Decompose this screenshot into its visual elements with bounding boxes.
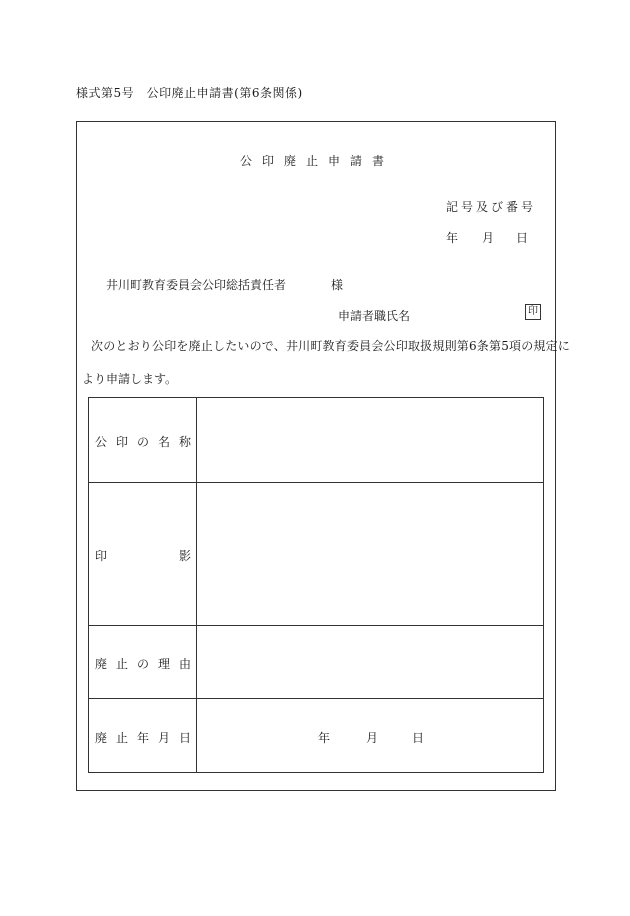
seal-name-label: 公印の名称 — [95, 435, 201, 449]
addressee-honorific: 様 — [331, 278, 344, 292]
seal-name-field[interactable] — [197, 398, 543, 481]
page-title: 公印廃止申請書 — [240, 154, 395, 168]
addressee: 井川町教育委員会公印総括責任者 — [106, 278, 287, 292]
date-year-label: 年 — [446, 231, 459, 245]
applicant-name-label: 申請者職氏名 — [338, 309, 411, 323]
seal-impression-label-right: 影 — [179, 549, 192, 563]
abolish-reason-field[interactable] — [197, 626, 543, 697]
abolish-date-month-label: 月 — [366, 731, 379, 745]
date-month-label: 月 — [482, 231, 495, 245]
abolish-date-day-label: 日 — [412, 731, 425, 745]
request-text-line-1: 次のとおり公印を廃止したいので、井川町教育委員会公印取扱規則第6条第5項の規定に — [91, 339, 571, 353]
date-day-label: 日 — [516, 231, 529, 245]
reference-number-label: 記号及び番号 — [446, 200, 537, 214]
request-text-line-2: より申請します。 — [82, 372, 178, 386]
form-caption: 様式第5号 公印廃止申請書(第6条関係) — [76, 86, 303, 100]
abolish-date-year-label: 年 — [318, 731, 331, 745]
seal-impression-field[interactable] — [197, 483, 543, 624]
seal-mark-icon: 印 — [525, 304, 541, 320]
abolish-reason-label: 廃止の理由 — [95, 657, 201, 671]
seal-impression-label-left: 印 — [95, 549, 108, 563]
abolish-date-label: 廃止年月日 — [95, 731, 201, 745]
